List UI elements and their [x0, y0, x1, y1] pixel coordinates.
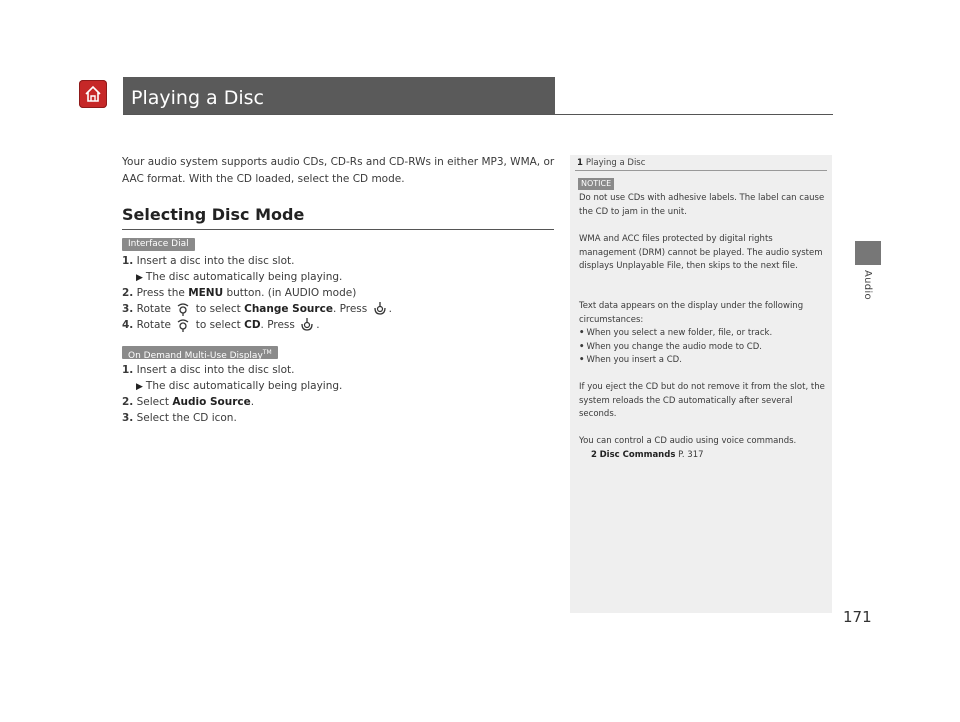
press-dial-icon — [373, 302, 387, 316]
note-bullet-1: • When you select a new folder, file, or track. — [579, 327, 772, 341]
page-title: Playing a Disc — [131, 87, 264, 109]
page-number: 171 — [843, 608, 872, 626]
note-heading: 1 Playing a Disc — [577, 158, 646, 168]
dial-step-4: 4. Rotate to select CD. Press . — [122, 319, 320, 331]
note-bullet-2: • When you change the audio mode to CD. — [579, 341, 762, 355]
note-bullet-3: • When you insert a CD. — [579, 354, 682, 368]
cross-reference-link[interactable]: 2 Disc Commands P. 317 — [591, 450, 704, 460]
note-paragraph-4: If you eject the CD but do not remove it from the slot, the system reloads the CD automatically after several seconds. — [579, 382, 825, 419]
section-heading: Selecting Disc Mode — [122, 205, 305, 224]
interface-dial-label: Interface Dial — [122, 238, 195, 251]
od-step-2: 2. Select Audio Source. — [122, 396, 255, 408]
rotate-dial-icon — [176, 302, 190, 316]
od-step-1: 1. Insert a disc into the disc slot. — [122, 364, 295, 376]
dial-step-1: 1. Insert a disc into the disc slot. — [122, 255, 295, 267]
od-step-3: 3. Select the CD icon. — [122, 412, 237, 424]
od-step-1-result: ▶ The disc automatically being playing. — [136, 380, 343, 392]
arrow-right-icon: ▶ — [136, 382, 143, 392]
arrow-right-icon: ▶ — [136, 273, 143, 283]
note-divider — [575, 170, 827, 171]
dial-step-1-result: ▶ The disc automatically being playing. — [136, 271, 343, 283]
intro-paragraph: Your audio system supports audio CDs, CD-Rs and CD-RWs in either MP3, WMA, or AAC format. With the CD loaded, select the CD mode. — [122, 156, 555, 185]
press-dial-icon — [300, 318, 314, 332]
note-paragraph-2: WMA and ACC files protected by digital rights management (DRM) cannot be played. The audio system displays Unplayable File, then skips to the next file. — [579, 234, 823, 271]
home-button[interactable] — [79, 80, 107, 108]
title-divider — [123, 114, 833, 115]
note-marker: 1 — [577, 158, 583, 168]
section-divider — [122, 229, 554, 230]
note-paragraph-3: Text data appears on the display under the following circumstances: — [579, 301, 804, 325]
dial-step-3: 3. Rotate to select Change Source. Press . — [122, 303, 392, 315]
reference-marker: 2 — [591, 450, 597, 460]
on-demand-display-label: On Demand Multi-Use Display™ — [122, 346, 278, 359]
note-paragraph-5: You can control a CD audio using voice commands. — [579, 436, 797, 446]
dial-step-2: 2. Press the MENU button. (in AUDIO mode) — [122, 287, 357, 299]
chapter-tab-label: Audio — [862, 270, 873, 300]
rotate-dial-icon — [176, 318, 190, 332]
home-icon — [83, 84, 103, 104]
chapter-tab-marker[interactable] — [855, 241, 881, 265]
notice-badge: NOTICE — [578, 178, 614, 190]
note-paragraph-1: Do not use CDs with adhesive labels. The label can cause the CD to jam in the unit. — [579, 193, 825, 217]
